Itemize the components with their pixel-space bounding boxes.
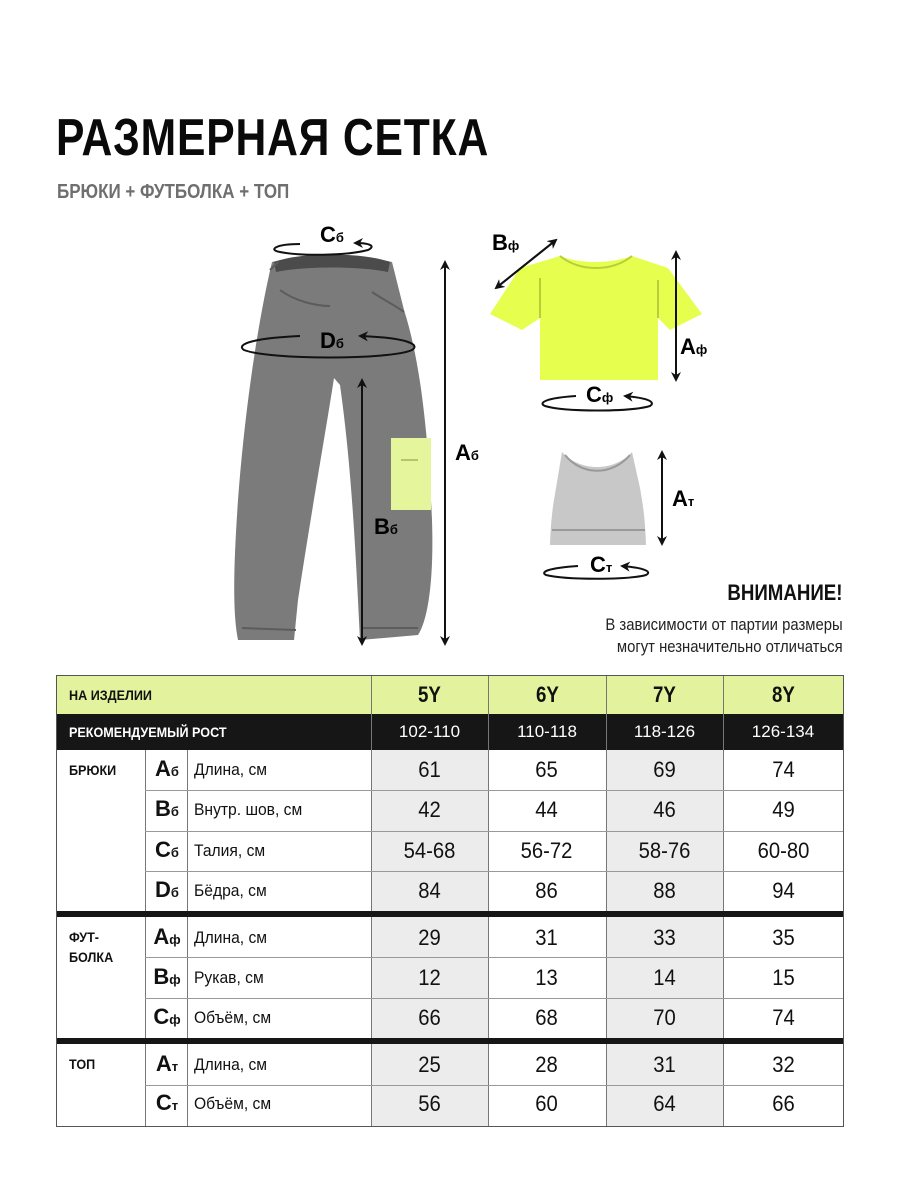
- tshirt-illustration: [490, 256, 702, 380]
- label-tee-a: Аф: [680, 334, 708, 359]
- pants-illustration: [234, 255, 432, 641]
- size-col-4: 8Y: [771, 682, 795, 707]
- group-tshirt: ФУТ- БОЛКА: [69, 929, 114, 965]
- label-top-a: Ат: [672, 486, 695, 511]
- label-pants-d: Dб: [320, 328, 344, 353]
- label-tee-c: Сф: [586, 382, 614, 407]
- page-subtitle: БРЮКИ + ФУТБОЛКА + ТОП: [57, 181, 290, 203]
- croptop-shape: [550, 452, 646, 545]
- size-col-2: 6Y: [535, 682, 559, 707]
- size-table: НА ИЗДЕЛИИ 5Y 6Y 7Y 8Y РЕКОМЕНДУЕМЫЙ РОСТ 102-110 110-118 118-126 126-134 БРЮКИ ФУТ- БОЛКА ТОП Аб Длина, см 61 65 69 74 Вб Внутр. шов, см 42 44 46 49 Сб Талия, см 54-68 56-72 58-76 60-80 Dб Бёдра, см 84 86 88 94 Аф Длина, см 29 31 33 35 Вф Рукав, см 12 13 14 15 Сф Объём, см 66 68 70 74 Ат Длина, см 25 28 31 32 Ст Объём, см 56 60 64 66: [56, 675, 844, 1127]
- table-header-row: [57, 676, 843, 714]
- height-col-3: 118-126: [633, 722, 696, 741]
- group-top: ТОП: [69, 1056, 96, 1072]
- label-pants-c: Сб: [320, 222, 344, 247]
- table-height-row: [57, 714, 843, 750]
- height-col-4: 126-134: [751, 722, 815, 741]
- label-top-c: Ст: [590, 552, 613, 577]
- height-col-2: 110-118: [517, 722, 577, 741]
- warning-line-2: могут незначительно отличаться: [617, 638, 843, 656]
- height-col-1: 102-110: [398, 722, 461, 741]
- tshirt-shape: [490, 256, 702, 380]
- cargo-pocket: [391, 438, 431, 510]
- croptop-illustration: [550, 452, 646, 545]
- label-pants-b: Вб: [374, 514, 398, 539]
- warning-title: ВНИМАНИЕ!: [727, 580, 843, 605]
- warning-text: [606, 614, 843, 658]
- height-caption: РЕКОМЕНДУЕМЫЙ РОСТ: [69, 724, 227, 740]
- warning-line-1: В зависимости от партии размеры: [605, 616, 843, 634]
- label-tee-b: Вф: [492, 230, 520, 255]
- size-col-1: 5Y: [418, 682, 441, 707]
- group-pants: БРЮКИ: [69, 762, 117, 778]
- label-pants-a: Аб: [455, 440, 479, 465]
- size-col-3: 7Y: [653, 682, 676, 707]
- page-title: РАЗМЕРНАЯ СЕТКА: [56, 109, 490, 167]
- header-caption: НА ИЗДЕЛИИ: [69, 687, 152, 703]
